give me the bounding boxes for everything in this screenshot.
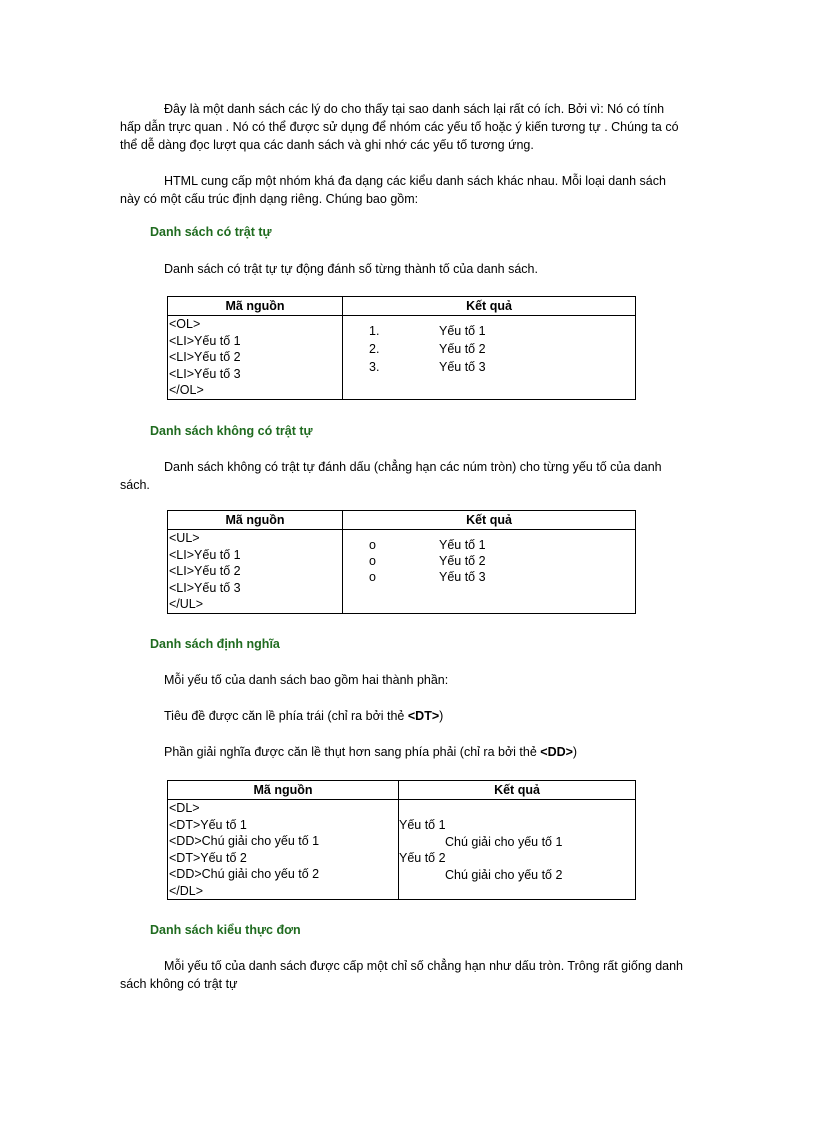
definition-description: Chú giải cho yếu tố 2 [445,867,563,882]
list-item: 2. Yếu tố 2 [369,342,486,356]
list-item: o Yếu tố 3 [369,570,486,584]
result-cell [399,800,636,900]
code-line: <OL> [169,317,201,331]
code-cell [168,800,399,900]
heading-ordered-list: Danh sách có trật tự [150,225,272,239]
code-line: <LI>Yếu tố 3 [169,580,241,595]
code-line: <LI>Yếu tố 2 [169,564,241,578]
code-line: <DD>Chú giải cho yếu tố 1 [169,834,320,848]
list-item: o Yếu tố 2 [369,554,486,568]
col-header-result: Kết quả [343,511,636,530]
definition-line-3: Phần giải nghĩa được căn lề thụt hơn sang phía phải (chỉ ra bởi thẻ <DD>) [164,745,578,759]
code-line: </DL> [169,883,204,898]
col-header-code: Mã nguồn [168,297,343,316]
menu-description: Mỗi yếu tố của danh sách được cấp một chỉ số chẳng hạn như dấu tròn. Trông rất giống danh sách không có trật tự [120,959,684,991]
code-line: <LI>Yếu tố 2 [169,350,241,364]
ordered-description: Danh sách có trật tự tự động đánh số từng thành tố của danh sách. [164,262,538,276]
definition-description: Chú giải cho yếu tố 1 [445,834,563,849]
intro-paragraph-1: Đây là một danh sách các lý do cho thấy tại sao danh sách lại rất có ích. Bởi vì: Nó có tính hấp dẫn trực quan . Nó có thể được sử dụng để nhóm các yếu tố hoặc ý kiến tương tự . Chúng ta có thể dễ dàng đọc lượt qua các danh sách và ghi nhớ các yếu tố tương ứng. [120,102,679,152]
heading-menu-list: Danh sách kiểu thực đơn [150,923,301,937]
result-cell [343,530,636,614]
definition-line-1: Mỗi yếu tố của danh sách bao gồm hai thành phần: [164,673,449,687]
list-item: o Yếu tố 1 [369,538,486,552]
code-line: <LI>Yếu tố 1 [169,547,241,562]
result-cell [343,316,636,400]
definition-example-table [167,780,636,900]
code-cell [168,316,343,400]
heading-definition-list: Danh sách định nghĩa [150,637,280,651]
code-line: <DD>Chú giải cho yếu tố 2 [169,867,320,881]
list-item: 3. Yếu tố 3 [369,360,486,374]
code-line: <LI>Yếu tố 3 [169,366,241,381]
list-item: 1. Yếu tố 1 [369,324,486,338]
code-line: </UL> [169,597,204,611]
col-header-result: Kết quả [399,781,636,800]
code-line: <LI>Yếu tố 1 [169,333,241,348]
definition-line-2: Tiêu đề được căn lề phía trái (chỉ ra bởi thẻ <DT>) [164,709,444,723]
code-cell [168,530,343,614]
col-header-result: Kết quả [343,297,636,316]
unordered-example-table [167,510,636,614]
code-line: <DL> [169,801,200,815]
col-header-code: Mã nguồn [168,511,343,530]
ordered-example-table [167,296,636,400]
intro-paragraph-2: HTML cung cấp một nhóm khá đa dạng các kiểu danh sách khác nhau. Mỗi loại danh sách này có một cấu trúc định dạng riêng. Chúng bao gồm: [120,174,666,206]
unordered-description: Danh sách không có trật tự đánh dấu (chẳng hạn các núm tròn) cho từng yếu tố của danh sách. [120,460,662,492]
code-line: <UL> [169,531,200,545]
code-line: <DT>Yếu tố 1 [169,817,247,832]
heading-unordered-list: Danh sách không có trật tự [150,424,313,438]
code-line: <DT>Yếu tố 2 [169,850,247,865]
code-line: </OL> [169,383,204,397]
col-header-code: Mã nguồn [168,781,399,800]
definition-term: Yếu tố 2 [399,851,446,865]
definition-term: Yếu tố 1 [399,818,446,832]
